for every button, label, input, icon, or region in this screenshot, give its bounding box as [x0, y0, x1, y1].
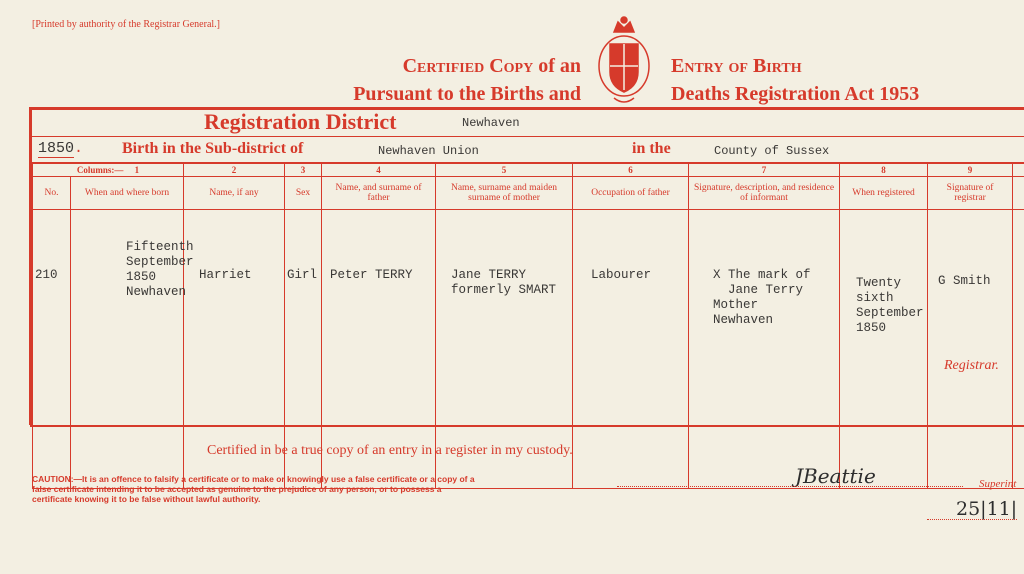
county-value: County of Sussex: [714, 144, 830, 158]
entry-father: Peter TERRY: [322, 210, 436, 489]
title-right-line2: Deaths Registration Act 1953: [671, 83, 920, 105]
column-number: 3: [285, 164, 322, 177]
entry-year: 1850.: [38, 140, 84, 157]
column-header: Name, surname and maiden surname of mother: [436, 177, 573, 210]
bottom-border: [30, 425, 1024, 427]
entry-when-where-born: Fifteenth September 1850 Newhaven: [71, 210, 184, 489]
column-header: Name, if any: [184, 177, 285, 210]
entry-registrar-signature: G Smith: [928, 210, 1013, 489]
entry-number: 210: [33, 210, 71, 489]
title-left-line1a: Certified Copy: [402, 55, 534, 77]
column-header: When and where born: [71, 177, 184, 210]
column-number: 9: [928, 164, 1013, 177]
subdistrict-value: Newhaven Union: [378, 144, 479, 158]
register-table: [32, 163, 1024, 425]
title-left-line2: Pursuant to the Births and: [353, 83, 581, 105]
title-right-line1: Entry of Birth: [671, 55, 802, 77]
entry-mother: Jane TERRY formerly SMART: [436, 210, 573, 489]
column-header: Signature of registrar: [928, 177, 1013, 210]
divider: [30, 136, 1024, 137]
handwritten-signature: JBeattie: [795, 464, 876, 488]
superintendent-label: Superint: [979, 478, 1017, 490]
column-header: No.: [33, 177, 71, 210]
title-left-line1b: of an: [533, 55, 581, 77]
caution-notice: CAUTION:—It is an offence to falsify a certificate or to make or knowingly use a false certificate or a copy of a false certificate intending it to be accepted as genuine to the prejudice of any person, or to possess a certificate knowing it to be false without lawful authority.: [32, 474, 475, 504]
columns-label: Columns:— 1: [33, 164, 184, 177]
column-header: Name, and surname of father: [322, 177, 436, 210]
signature-line: [617, 486, 963, 487]
handwritten-date: 25|11|: [956, 498, 1018, 520]
title-left: [353, 52, 581, 108]
entry-when-registered: Twenty sixth September 1850: [840, 210, 928, 489]
column-number: 6: [573, 164, 689, 177]
printed-by-notice: [Printed by authority of the Registrar General.]: [32, 19, 220, 30]
registration-district-value: Newhaven: [462, 116, 520, 130]
title-right: [671, 52, 919, 108]
royal-coat-of-arms-icon: [596, 14, 652, 106]
entry-sex: Girl: [285, 210, 322, 489]
column-number: 7: [689, 164, 840, 177]
column-header: Signature, description, and residence of informant: [689, 177, 840, 210]
column-number: 8: [840, 164, 928, 177]
in-the-label: in the: [632, 140, 671, 157]
registration-district-label: Registration District: [204, 109, 397, 134]
column-header: Sex: [285, 177, 322, 210]
top-border: [30, 107, 1024, 111]
column-header: When registered: [840, 177, 928, 210]
column-number-row: [33, 164, 1024, 177]
birth-subdistrict-label: Birth in the Sub-district of: [122, 140, 304, 157]
column-header-row: [33, 177, 1024, 210]
registrar-label: Registrar.: [944, 358, 999, 373]
date-line: [927, 519, 1017, 520]
entry-occupation: Labourer: [573, 210, 689, 489]
column-header: Occupation of father: [573, 177, 689, 210]
column-number: 2: [184, 164, 285, 177]
column-number: 5: [436, 164, 573, 177]
column-number: 4: [322, 164, 436, 177]
certified-statement: Certified in be a true copy of an entry in a register in my custody.: [207, 443, 573, 458]
entry-informant: X The mark of Jane Terry Mother Newhaven: [689, 210, 840, 489]
entry-name: Harriet: [184, 210, 285, 489]
